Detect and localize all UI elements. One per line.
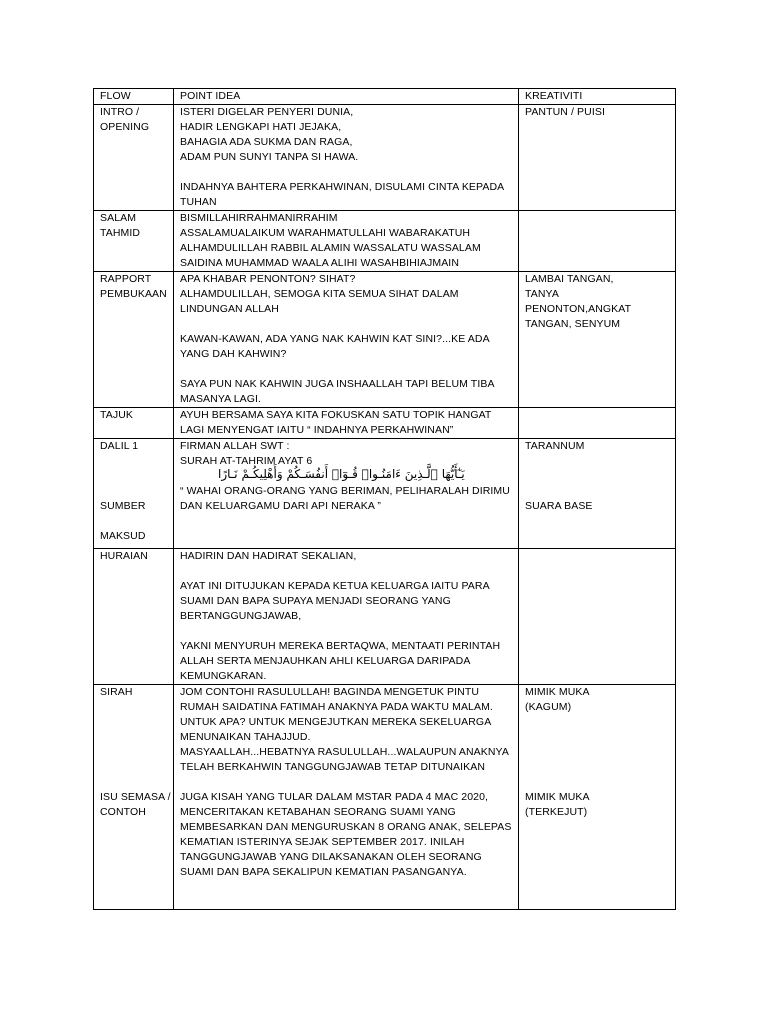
flow-cell xyxy=(94,272,174,408)
header-kreativiti: KREATIVITI xyxy=(519,89,676,105)
table-row xyxy=(94,272,676,408)
text-line: ASSALAMUALAIKUM WARAHMATULLAHI WABARAKATUH xyxy=(180,227,471,239)
text-line xyxy=(100,514,167,529)
text-line: SAYA PUN NAK KAHWIN JUGA INSHAALLAH TAPI BELUM TIBA xyxy=(180,378,495,390)
text-line: MIMIK MUKA xyxy=(525,686,590,698)
text-line: SAIDINA MUHAMMAD WAALA ALIHI WASAHBIHIAJMAIN xyxy=(180,257,460,269)
text-line xyxy=(525,775,669,790)
text-line xyxy=(180,317,512,332)
text-line: MAKSUD xyxy=(100,530,146,542)
text-line: DALIL 1 xyxy=(100,440,139,452)
text-line: SIRAH xyxy=(100,686,133,698)
idea-cell xyxy=(174,439,519,549)
text-line xyxy=(525,469,669,484)
text-line: PANTUN / PUISI xyxy=(525,106,605,118)
table-row xyxy=(94,549,676,685)
text-line: RUMAH SAIDATINA FATIMAH ANAKNYA PADA WAKTU MALAM. xyxy=(180,701,493,713)
text-line: MENCERITAKAN KETABAHAN SEORANG SUAMI YANG xyxy=(180,806,456,818)
idea-cell xyxy=(174,685,519,910)
text-line: SUMBER xyxy=(100,500,146,512)
text-line: LAMBAI TANGAN, xyxy=(525,273,614,285)
text-line xyxy=(180,165,512,180)
text-line: INTRO / xyxy=(100,106,140,118)
text-line xyxy=(180,564,512,579)
header-point-idea: POINT IDEA xyxy=(174,89,519,105)
text-line: MENUNAIKAN TAHAJJUD. xyxy=(180,731,311,743)
table-row xyxy=(94,685,676,910)
text-line: CONTOH xyxy=(100,806,146,818)
text-line: (TERKEJUT) xyxy=(525,806,588,818)
text-line: ALLAH SERTA MENJAUHKAN AHLI KELUARGA DARIPADA xyxy=(180,655,471,667)
kreativiti-cell xyxy=(519,685,676,910)
text-line: TUHAN xyxy=(180,196,217,208)
text-line: BAHAGIA ADA SUKMA DAN RAGA, xyxy=(180,136,353,148)
text-line: KEMATIAN ISTERINYA SEJAK SEPTEMBER 2017. INILAH xyxy=(180,836,465,848)
idea-cell xyxy=(174,105,519,211)
text-line: OPENING xyxy=(100,121,150,133)
text-line: PEMBUKAAN xyxy=(100,288,167,300)
text-line xyxy=(100,760,167,775)
kreativiti-cell xyxy=(519,105,676,211)
text-line xyxy=(100,715,167,730)
text-line xyxy=(100,730,167,745)
text-line: YAKNI MENYURUH MEREKA BERTAQWA, MENTAATI PERINTAH xyxy=(180,640,501,652)
text-line: MIMIK MUKA xyxy=(525,791,590,803)
text-line: TANGGUNGJAWAB YANG DILAKSANAKAN OLEH SEORANG xyxy=(180,851,482,863)
text-line xyxy=(525,715,669,730)
text-line: LAGI MENYENGAT IAITU “ INDAHNYA PERKAHWINAN” xyxy=(180,424,454,436)
text-line xyxy=(525,745,669,760)
kreativiti-cell xyxy=(519,211,676,272)
text-line: ALHAMDULILLAH RABBIL ALAMIN WASSALATU WASSALAM xyxy=(180,242,481,254)
text-line: LINDUNGAN ALLAH xyxy=(180,303,279,315)
text-line: YANG DAH KAHWIN? xyxy=(180,348,287,360)
text-line: MEMBESARKAN DAN MENGURUSKAN 8 ORANG ANAK, SELEPAS xyxy=(180,821,512,833)
text-line: DAN KELUARGAMU DARI API NERAKA ” xyxy=(180,500,381,512)
text-line: TARANNUM xyxy=(525,440,585,452)
text-line: SUAMI DAN BAPA SUPAYA MENJADI SEORANG YANG xyxy=(180,595,451,607)
table-row xyxy=(94,408,676,439)
text-line: JOM CONTOHI RASULULLAH! BAGINDA MENGETUK PINTU xyxy=(180,686,480,698)
text-line: TAJUK xyxy=(100,409,133,421)
text-line: HURAIAN xyxy=(100,550,148,562)
text-line: HADIRIN DAN HADIRAT SEKALIAN, xyxy=(180,550,357,562)
text-line xyxy=(525,454,669,469)
text-line: TANYA xyxy=(525,288,559,300)
flow-cell xyxy=(94,549,174,685)
text-line xyxy=(180,362,512,377)
idea-cell xyxy=(174,549,519,685)
table-row xyxy=(94,439,676,549)
text-line: PENONTON,ANGKAT xyxy=(525,303,632,315)
text-line: TELAH BERKAHWIN TANGGUNGJAWAB TETAP DITUNAIKAN xyxy=(180,761,486,773)
text-line xyxy=(525,730,669,745)
text-line: HADIR LENGKAPI HATI JEJAKA, xyxy=(180,121,342,133)
text-line xyxy=(525,484,669,499)
text-line: KEMUNGKARAN. xyxy=(180,670,267,682)
text-line xyxy=(180,624,512,639)
text-line: JUGA KISAH YANG TULAR DALAM MSTAR PADA 4 MAC 2020, xyxy=(180,791,489,803)
text-line: BERTANGGUNGJAWAB, xyxy=(180,610,302,622)
text-line xyxy=(100,484,167,499)
idea-cell xyxy=(174,272,519,408)
idea-cell xyxy=(174,408,519,439)
text-line: ALHAMDULILLAH, SEMOGA KITA SEMUA SIHAT DALAM xyxy=(180,288,459,300)
text-line: AYAT INI DITUJUKAN KEPADA KETUA KELUARGA IAITU PARA xyxy=(180,580,490,592)
text-line: RAPPORT xyxy=(100,273,152,285)
idea-cell xyxy=(174,211,519,272)
flow-cell xyxy=(94,439,174,549)
flow-cell xyxy=(94,685,174,910)
document-page xyxy=(93,88,675,1030)
text-line xyxy=(100,469,167,484)
table-body xyxy=(94,105,676,910)
flow-cell xyxy=(94,105,174,211)
table-row xyxy=(94,211,676,272)
kreativiti-cell xyxy=(519,549,676,685)
text-line: TANGAN, SENYUM xyxy=(525,318,621,330)
text-line: MASYAALLAH...HEBATNYA RASULULLAH...WALAUPUN ANAKNYA xyxy=(180,746,509,758)
kreativiti-cell xyxy=(519,272,676,408)
text-line: ADAM PUN SUNYI TANPA SI HAWA. xyxy=(180,151,359,163)
kreativiti-cell xyxy=(519,408,676,439)
kreativiti-cell xyxy=(519,439,676,549)
text-line: KAWAN-KAWAN, ADA YANG NAK KAHWIN KAT SINI?...KE ADA xyxy=(180,333,490,345)
text-line xyxy=(180,775,512,790)
arabic-verse: يَـٰٓأَيُّهَا ٱلَّـذِينَ ءَامَنُـوا۟ قُـوٓا۟ أَنفُسَـكُمْ وَأَهْلِيكُـمْ نَـارًا xyxy=(218,467,465,481)
text-line xyxy=(100,775,167,790)
text-line: BISMILLAHIRRAHMANIRRAHIM xyxy=(180,212,338,224)
flow-cell xyxy=(94,408,174,439)
text-line xyxy=(525,760,669,775)
table-row xyxy=(94,105,676,211)
text-line: TAHMID xyxy=(100,227,141,239)
text-line: SALAM xyxy=(100,212,137,224)
text-line: FIRMAN ALLAH SWT : xyxy=(180,440,290,452)
text-line xyxy=(100,745,167,760)
text-line: “ WAHAI ORANG-ORANG YANG BERIMAN, PELIHARALAH DIRIMU xyxy=(180,485,510,497)
text-line xyxy=(100,700,167,715)
text-line: UNTUK APA? UNTUK MENGEJUTKAN MEREKA SEKELUARGA xyxy=(180,716,492,728)
text-line: SURAH AT-TAHRIM AYAT 6 xyxy=(180,455,313,467)
text-line: SUAMI DAN BAPA SEKALIPUN KEMATIAN PASANGANYA. xyxy=(180,866,467,878)
text-line: MASANYA LAGI. xyxy=(180,393,262,405)
text-line: AYUH BERSAMA SAYA KITA FOKUSKAN SATU TOPIK HANGAT xyxy=(180,409,492,421)
text-line: INDAHNYA BAHTERA PERKAHWINAN, DISULAMI CINTA KEPADA xyxy=(180,181,505,193)
text-line: APA KHABAR PENONTON? SIHAT? xyxy=(180,273,356,285)
text-line: SUARA BASE xyxy=(525,500,593,512)
script-table xyxy=(93,88,676,910)
text-line: ISU SEMASA / xyxy=(100,791,171,803)
text-line: ISTERI DIGELAR PENYERI DUNIA, xyxy=(180,106,354,118)
table-header-row xyxy=(94,89,676,105)
flow-cell xyxy=(94,211,174,272)
header-flow: FLOW xyxy=(94,89,174,105)
text-line xyxy=(100,454,167,469)
text-line: (KAGUM) xyxy=(525,701,572,713)
